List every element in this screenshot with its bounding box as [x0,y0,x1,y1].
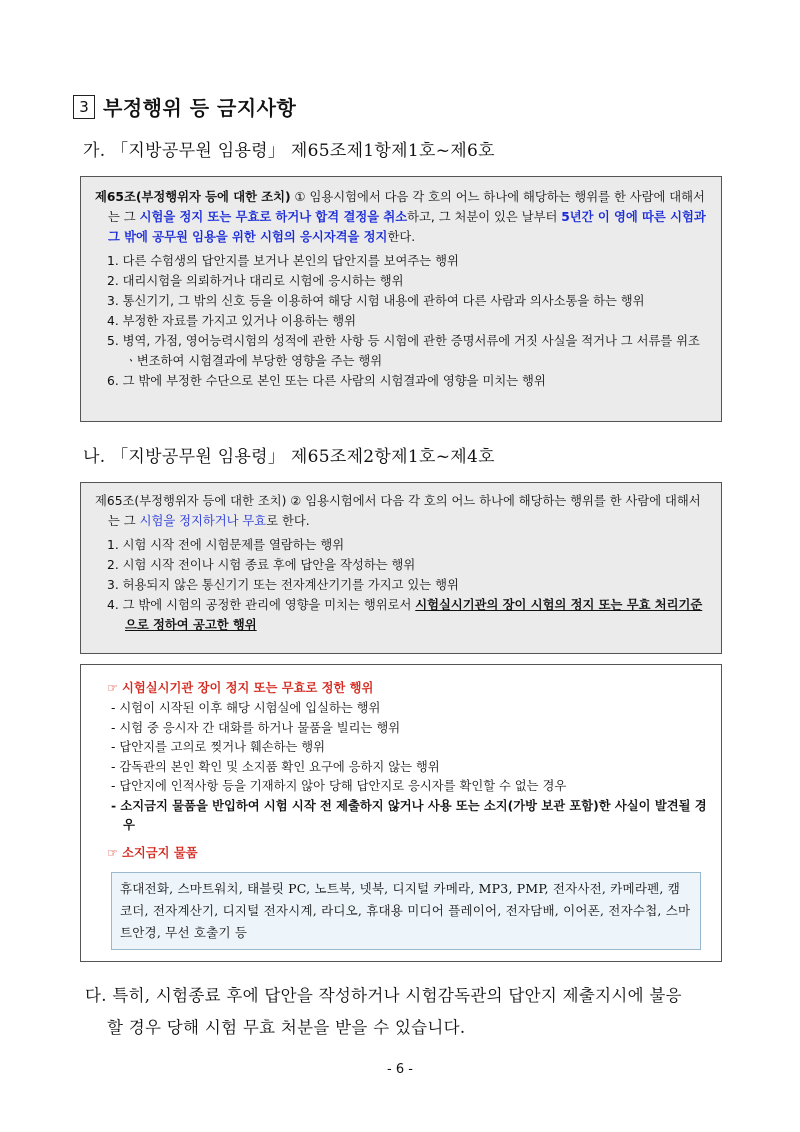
prohibited-acts-box [80,664,722,962]
highlight-1: 시험을 정지하거나 무효 [139,514,267,528]
list-item: - 시험 중 응시자 간 대화를 하거나 물품을 빌리는 행위 [111,720,401,735]
list-item [107,595,707,635]
highlight-1: 시험을 정지 또는 무효로 하거나 합격 결정을 취소 [139,210,408,224]
list-item: - 시험이 시작된 이후 해당 시험실에 입실하는 행위 [111,701,381,715]
list-item: - 답안지를 고의로 찢거나 훼손하는 행위 [111,740,326,754]
article-65-1-items [95,251,707,391]
pointing-hand-icon: ☞ [107,681,119,695]
heading-text: 시험실시기관 장이 정지 또는 무효로 정한 행위 [122,681,374,695]
section-number-box: 3 [73,95,95,119]
list-item: 3. 통신기기, 그 밖의 신호 등을 이용하여 해당 시험 내용에 관하여 다른 사람과 의사소통을 하는 행위 [107,294,645,308]
section-title: 부정행위 등 금지사항 [103,96,297,120]
list-item: 2. 대리시험을 의뢰하거나 대리로 시험에 응시하는 행위 [107,274,404,288]
lead-text-1: 제65조(부정행위자 등에 대한 조치) ② 임용시험에서 다음 각 호의 어느 하나에 해당하는 행위를 한 사람에 대해서는 그 [95,494,701,528]
heading-text: 소지금지 물품 [122,845,198,860]
lead-text-1: ① 임용시험에서 다음 각 호의 어느 하나에 해당하는 행위를 한 사람에 대해서는 그 [108,190,705,224]
list-item: 4. 부정한 자료를 가지고 있거나 이용하는 행위 [107,314,357,328]
lead-text-2: 하고, 그 처분이 있은 날부터 [407,210,562,224]
list-item: 1. 다른 수험생의 답안지를 보거나 본인의 답안지를 보여주는 행위 [107,254,459,268]
article-65-2-items [95,535,707,635]
item4-underlined: 시험실시기관의 장이 시험의 정지 또는 무효 처리기준으로 정하여 공고한 행위 [125,598,703,632]
closing-line-1: 다. 특히, 시험종료 후에 답안을 작성하거나 시험감독관의 답안지 제출지시에 불응 [85,986,682,1005]
prohibited-acts-heading [107,677,707,699]
article-65-1-box [80,176,722,422]
lead-text-2: 로 한다. [266,514,310,528]
list-item: - 답안지에 인적사항 등을 기재하지 않아 당해 답안지로 응시자를 확인할 수 없는 경우 [111,779,567,793]
lead-text-3: 한다. [387,230,416,244]
list-item: - 감독관의 본인 확인 및 소지품 확인 요구에 응하지 않는 행위 [111,759,440,774]
closing-paragraph [85,980,735,1044]
list-item: - 소지금지 물품을 반입하여 시험 시작 전 제출하지 않거나 사용 또는 소지(가방 보관 포함)한 사실이 발견될 경우 [111,798,707,832]
list-item: 1. 시험 시작 전에 시험문제를 열람하는 행위 [107,538,345,552]
subsection-b-title: 나. 「지방공무원 임용령」 제65조제2항제1호~제4호 [83,447,495,467]
list-item: 3. 허용되지 않은 통신기기 또는 전자계산기기를 가지고 있는 행위 [107,578,459,592]
article-65-1-lead [95,187,707,247]
list-item: 2. 시험 시작 전이나 시험 종료 후에 답안을 작성하는 행위 [107,558,416,572]
prohibited-acts-list [107,699,707,836]
closing-line-2: 할 경우 당해 시험 무효 처분을 받을 수 있습니다. [107,1018,466,1037]
article-65-2-lead [95,491,707,531]
article-65-2-box [80,482,722,654]
subsection-a-title: 가. 「지방공무원 임용령」 제65조제1항제1호~제6호 [83,141,495,161]
page-number: - 6 - [387,1062,413,1077]
item4-text: 4. 그 밖에 시험의 공정한 관리에 영향을 미치는 행위로서 [107,598,416,612]
article-65-title: 제65조(부정행위자 등에 대한 조치) [95,190,291,204]
section-heading [73,92,296,121]
pointing-hand-icon: ☞ [107,845,119,860]
highlight-2: 5년간 이 영에 따른 시험과 그 밖에 공무원 임용을 위한 시험의 응시자격을 정지 [108,210,706,244]
list-item: 5. 병역, 가점, 영어능력시험의 성적에 관한 사항 등 시험에 관한 증명서류에 거짓 사실을 적거나 그 서류를 위조ㆍ변조하여 시험결과에 부당한 영향을 주는 행위 [107,334,700,368]
prohibited-items-heading [107,842,707,864]
list-item: 6. 그 밖에 부정한 수단으로 본인 또는 다른 사람의 시험결과에 영향을 미치는 행위 [107,374,546,388]
prohibited-items-text: 휴대전화, 스마트워치, 태블릿 PC, 노트북, 넷북, 디지털 카메라, MP3, PMP, 전자사전, 카메라펜, 캠코더, 전자계산기, 디지털 전자시계, 라디오, 휴대용 미디어 플레이어, 전자담배, 이어폰, 전자수첩, 스마트안경, 무선 호출기 등 [111,872,701,950]
